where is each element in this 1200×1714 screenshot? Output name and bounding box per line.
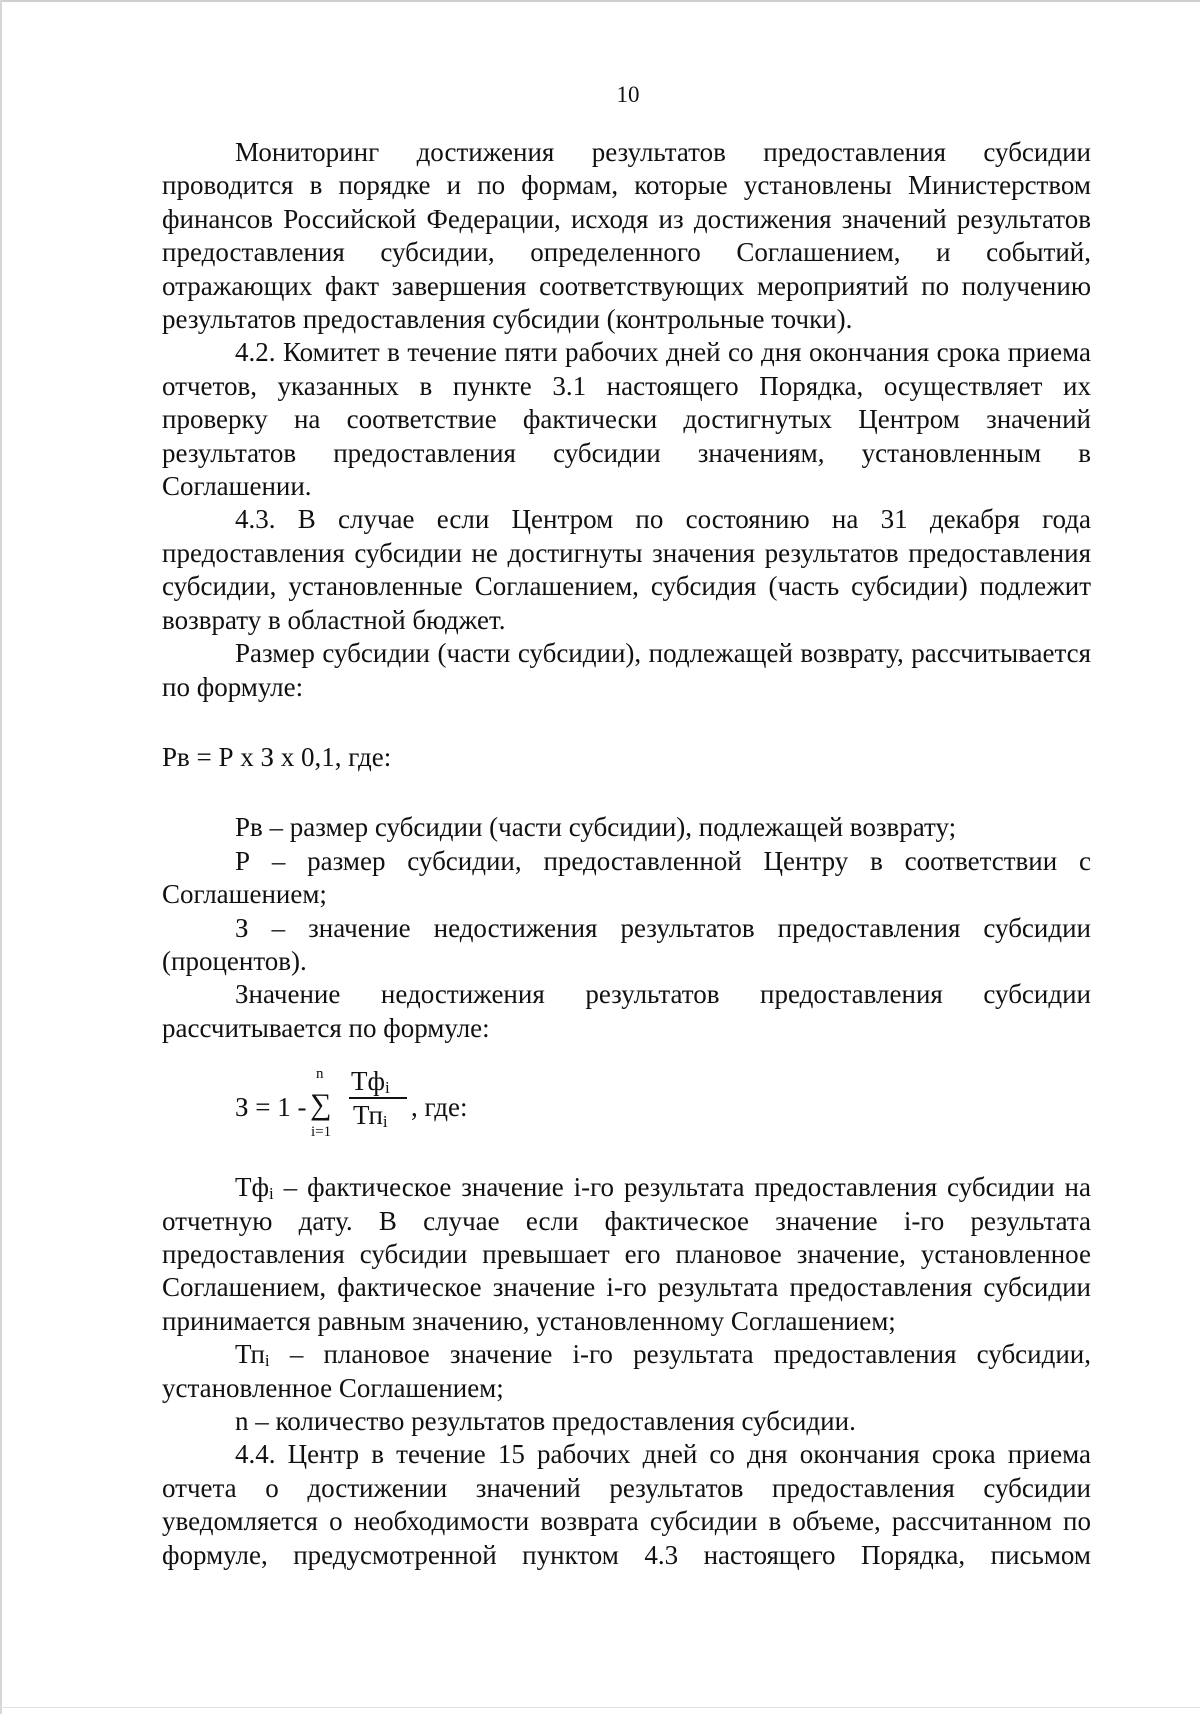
sum-upper-limit: n [316, 1066, 324, 1083]
sum-symbol: ∑ [310, 1088, 332, 1122]
refund-size-text: Размер субсидии (части субсидии), подлежащей возврату, рассчитывается по формуле: [162, 638, 1091, 702]
denominator-sub: i [382, 1112, 388, 1132]
clause-4-2: 4.2. Комитет в течение пяти рабочих дней со дня окончания срока приема отчетов, указанных в пункте 3.1 настоящего Порядка, осуществляет их проверку на соответствие фактически достигнутых Центром значений результатов предоставления субсидии значениям, установленным в Соглашении. [162, 337, 1091, 502]
page-number: 10 [616, 82, 640, 107]
tp-text: – плановое значение i-го результата предоставления субсидии, установленное Соглашением; [162, 1339, 1091, 1403]
scan-edge-top [0, 0, 1200, 2]
formula-refund: Рв = Р х З х 0,1, где: [162, 741, 392, 772]
numerator-base: Тф [351, 1066, 385, 1097]
denominator-base: Тп [353, 1100, 383, 1131]
definition-tp [162, 1338, 1091, 1405]
tf-text: – фактическое значение i-го результата предоставления субсидии на отчетную дату. В случае если фактическое значение i-го результата предоставления субсидии превышает его плановое значение, установленное Соглашением, фактическое значение i-го результата предоставления субсидии принимается равным значению, установленному Соглашением; [162, 1172, 1091, 1336]
formula-lhs: З = 1 - [235, 1092, 307, 1123]
clause-4-4: 4.4. Центр в течение 15 рабочих дней со дня окончания срока приема отчета о достижении значений результатов предоставления субсидии уведомляется о необходимости возврата субсидии в объеме, рассчитанном по формуле, предусмотренной пунктом 4.3 настоящего Порядка, письмом [162, 1439, 1091, 1570]
tf-symbol: Тф [235, 1172, 269, 1203]
definition-pv: Рв – размер субсидии (части субсидии), подлежащей возврату; [235, 812, 957, 843]
tp-symbol-sub: i [264, 1351, 270, 1371]
fraction-denominator [353, 1099, 388, 1132]
z-value-text: Значение недостижения результатов предоставления субсидии рассчитывается по формуле: [162, 979, 1091, 1043]
intro-paragraph: Мониторинг достижения результатов предоставления субсидии проводится в порядке и по формам, которые установлены Министерством финансов Российской Федерации, исходя из достижения значений результатов предоставления субсидии, определенного Соглашением, и событий, отражающих факт завершения соответствующих мероприятий по получению результатов предоставления субсидии (контрольные точки). [162, 137, 1091, 335]
sum-lower-limit: i=1 [311, 1124, 332, 1141]
definition-tf [162, 1171, 1091, 1338]
definition-n: n – количество результатов предоставления субсидии. [235, 1406, 856, 1436]
tf-symbol-sub: i [269, 1184, 274, 1204]
scan-edge-bottom [0, 1707, 1200, 1708]
formula-tail: , где: [411, 1092, 468, 1123]
scan-edge-left [0, 0, 2, 1714]
definition-p: Р – размер субсидии, предоставленной Центру в соответствии с Соглашением; [162, 845, 1091, 910]
tp-symbol: Тп [235, 1339, 265, 1370]
clause-4-3: 4.3. В случае если Центром по состоянию на 31 декабря года предоставления субсидии не достигнуты значения результатов предоставления субсидии, установленные Соглашением, субсидия (часть субсидии) подлежит возврату в областной бюджет. [162, 504, 1091, 635]
fraction-numerator [351, 1065, 390, 1098]
numerator-sub: i [385, 1078, 390, 1098]
document-body [162, 136, 1091, 1572]
formula-nondelivery [235, 1061, 1091, 1147]
definition-z: З – значение недостижения результатов предоставления субсидии (процентов). [162, 912, 1091, 976]
